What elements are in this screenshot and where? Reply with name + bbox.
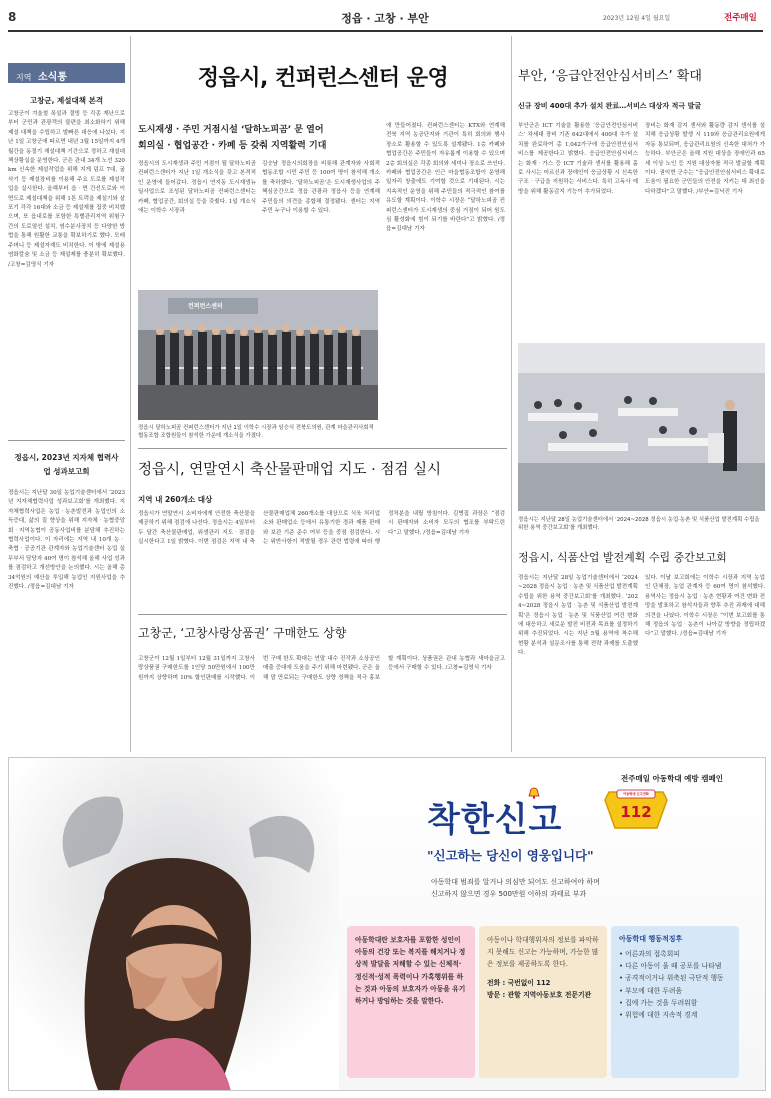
ad-title: 착한신고 bbox=[427, 800, 563, 840]
seminar-photo bbox=[518, 343, 765, 511]
list-item: • 다른 아동이 울 때 공포를 나타냄 bbox=[619, 962, 722, 971]
ad-badge-number: 112 bbox=[620, 803, 652, 821]
buan-photo-caption: 정읍시는 지난달 28일 농업기술센터에서 ‘2024~2028 정읍시 농업‧농촌 및 식품산업 발전계획 수립을 위한 용역 중간보고회’를 개최했다. bbox=[518, 517, 760, 531]
ad-campaign-label: 전주매일 아동학대 예방 캠페인 bbox=[621, 774, 724, 783]
brief-item-1-body: 고창군이 겨울철 폭설과 결빙 등 각종 재난으로부터 군민과 관광객의 불편을 최소화하기 위해 제설 대책을 수립하고 발빠른 대응에 나섰다. 지난 1일 고창군에 따르면 내년 3월 15일까지 4개월간을 동절기 재설대책 기간으로 정하고 재설대책상황실을 운영한다. 군은 관내 34개 노선 320km 신속한 제설작업을 위해 지게 덤프 7대, 굴삭기 등 제설장비를 이용해 주요 도로를 제설작업을 실시한다. 올해부터 읍‧면 간선도로와 이면도로 제설대책을 위해 1톤 트럭을 제설기와 살포기 각각 16대와 소금 등 제설재를 집중 비치했으며, 또 읍내로를 포함한 특별관리지역 위험구간의 도로열선 설치, 염수분사장치 등 다양한 방법을 통해 원활한 교통을 확보하기로 했다. 모래주머니 등 제설자재도 비치한다. 이 밖에 제설용 염화칼슘 및 소금 등 제설제를 충분히 확보했다. /고창=김영식 기자 bbox=[8, 111, 125, 268]
paper-name: 전주매일 bbox=[724, 13, 757, 23]
list-item: • 집에 가는 것을 두려워함 bbox=[619, 998, 698, 1007]
ad-definition-text: 아동학대란 보호자를 포함한 성인이 아동의 건강 또는 복지를 해치거나 정상적 발달을 저해할 수 있는 신체적·정신적·성적 폭력이나 가혹행위를 하는 것과 아동의 보호자가 아동을 유기하거나 방임하는 것을 말한다. bbox=[355, 936, 466, 1006]
food-body-right: 있다. 이날 보고회에는 이학수 시장과 지역 농업인 단체장, 농업 관계자 등 60여 명이 참석했다. 용역사는 정읍시 농업‧농촌 현황과 여건 변화 전망을 발표하고 참석자들과 향후 추진 과제에 대해 의견을 나눴다. 이학수 시장은 “이번 보고회를 통해 정읍의 농업‧농촌이 나아갈 방향을 정립하겠다”고 말했다. /정읍=김대남 기자 bbox=[645, 575, 765, 638]
ad-badge-label: 아동학대 신고전화 bbox=[623, 792, 649, 796]
lead-photo-caption: 정읍시 달하노피곰 컨퍼런스센터가 지난 1일 이학수 시장과 임승식 전북도의원, 관계 마을관리사회적협동조합 조합원들이 참석한 가운데 개소식을 가졌다. bbox=[138, 425, 374, 439]
buan-photo bbox=[518, 343, 765, 511]
ad-campaign bbox=[8, 757, 766, 1091]
news-brief-label bbox=[8, 63, 125, 83]
third-headline: 고창군, ‘고창사랑상품권’ 구매한도 상향 bbox=[138, 626, 347, 640]
second-article-rule bbox=[138, 448, 507, 449]
header-rule bbox=[8, 30, 763, 32]
column-rule-left bbox=[130, 36, 131, 752]
second-subhead: 지역 내 260개소 대상 bbox=[138, 495, 213, 504]
buan-subhead: 신규 장비 400대 추가 설치 완료…서비스 대상자 적극 발굴 bbox=[518, 102, 702, 110]
buan-headline: 부안, ‘응급안전안심서비스’ 확대 bbox=[518, 69, 702, 84]
ad-desc-line-2: 신고하지 않으면 경우 500만원 이하의 과태료 부과 bbox=[431, 890, 587, 898]
ad-signs-list bbox=[619, 948, 731, 1021]
page-number: 8 bbox=[8, 10, 17, 24]
third-body: 고창군이 12월 1일부터 12월 31일까지 고창사랑상품권 구매한도를 1인당 50만원에서 100만원까지 상향하며 10% 할인판매를 시작했다. 이번 구매 한도 확대는 연말 내수 진작과 소상공인 매출 증대에 도움을 주기 위해 마련됐다. 군은 올해 말 만료되는 구매한도 상향 정책을 적극 홍보할 계획이다. 상품권은 관내 농협과 새마을금고 등에서 구매할 수 있다. /고창=김영식 기자 bbox=[138, 656, 505, 681]
list-item: • 위험에 대한 지속적 경계 bbox=[619, 1011, 698, 1020]
food-headline: 정읍시, 식품산업 발전계획 수립 중간보고회 bbox=[518, 551, 727, 564]
section-title: 정읍 · 고창 · 부안 bbox=[341, 12, 429, 25]
ad-112-badge bbox=[601, 786, 671, 836]
ad-signs-title: 아동학대 행동적징후 bbox=[619, 935, 683, 943]
ad-desc-line-1: 아동학대 범죄를 알거나 의심만 되어도 신고하여야 하며 bbox=[431, 878, 600, 886]
ad-report-text: 아동이나 학대행위자의 정보를 파악하지 못해도 신고는 가능하며, 가능한 많은 정보를 제공하도록 한다. bbox=[487, 936, 599, 969]
brief-item-2-title: 정읍시, 2023년 지자체 협력사업 성과보고회 bbox=[14, 453, 119, 476]
ad-slogan: "신고하는 당신이 영웅입니다" bbox=[427, 848, 594, 863]
lead-subhead-2: 회의실 · 협업공간 · 카페 등 갖춰 지역활력 기대 bbox=[138, 141, 327, 151]
lead-photo bbox=[138, 290, 378, 420]
ad-definition-box bbox=[347, 926, 475, 1078]
lead-body-left: 정읍시의 도시재생과 주민 거점이 될 달하노피곰 컨퍼런스센터가 지난 1일 개소식을 갖고 본격적인 운영에 들어갔다. 정읍시 연지동 도시재생뉴딜사업으로 조성된 달하노피곰 컨퍼런스센터는 카페, 협업공간, 회의실 등을 갖췄다. 1일 개소식에는 이학수 시장과 bbox=[138, 161, 256, 215]
child-distress-illustration bbox=[9, 758, 339, 1091]
issue-date: 2023년 12월 4일 월요일 bbox=[603, 15, 671, 22]
ad-report-phone: 전화 : 국번없이 112 bbox=[487, 978, 551, 987]
list-item: • 어른과의 접촉회피 bbox=[619, 950, 680, 958]
lead-headline: 정읍시, 컨퍼런스센터 운영 bbox=[197, 66, 449, 91]
lead-body-middle: 김승남 정읍시의회장을 비롯해 관계자와 사회적협동조합 시민 주민 등 100여 명이 참석해 개소를 축하했다. ‘달하노피곰’은 도시재생사업의 주 핵심공간으로 정읍 관광과 정읍사 등을 연계해 주민들의 의견을 종합해 결정됐다. 센터는 지역 주민 누구나 이용할 수 있다. bbox=[262, 161, 380, 215]
brief-item-1-title: 고창군, 제설대책 본격 bbox=[29, 96, 104, 105]
brief-divider bbox=[8, 440, 125, 441]
buan-body-right: 장비는 화재 감지 센서와 활동량 감지 센서를 설치해 응급상황 발생 시 119와 응급관리요원에게 자동 통보되며, 응급관리요원의 신속한 대처가 가능하다. 부안군은 올해 지원 대상을 장애인과 65세 이상 노인 등 지원 대상자를 적극 발굴할 계획이다. 권익현 군수는 “응급안전안심서비스 확대로 도움이 필요한 군민들의 안전을 지키는 데 최선을 다하겠다”고 말했다. /부안=김낙진 기자 bbox=[645, 123, 765, 195]
photo-sign: 컨퍼런스센터 bbox=[188, 303, 223, 310]
food-body-left: 정읍시는 지난달 28일 농업기술센터에서 ‘2024~2028 정읍시 농업‧농촌 및 식품산업 발전계획 수립을 위한 용역 중간보고회’를 개최했다. ‘2024~2028 정읍시 농업‧농촌 및 식품산업 발전계획’은 정읍시 농업‧농촌 및 식품산업 여건 변화에 대응하고 새로운 발전 비전과 목표를 설정하기 위해 추진되었다. 시는 지난 5월 용역에 착수해 현황 분석과 설문조사를 통해 전략 과제를 도출했다. bbox=[518, 575, 638, 657]
column-rule-center bbox=[511, 36, 512, 752]
ad-report-box bbox=[479, 926, 607, 1078]
news-brief-label-title: 소식통 bbox=[38, 72, 67, 83]
buan-body-left: 부안군은 ICT 기술을 활용한 ‘응급안전안심서비스’ 차세대 장비 기존 642대에서 400대 추가 설치를 완료하여 총 1,042가구에 응급안전안심서비스를 제공한다고 밝혔다. 응급안전안심서비스는 화재‧가스 등 ICT 기술과 센서를 활용해 홀로 사시는 어르신과 장애인이 응급상황 시 신속한 구조‧구급을 지원하는 서비스다. 특히 고독사 예방을 위해 활동감지 기능이 추가되었다. bbox=[518, 123, 638, 195]
lead-subhead-1: 도시재생 · 주민 거점시설 ‘달하노피곰’ 문 열어 bbox=[138, 125, 324, 135]
third-article-rule bbox=[138, 614, 507, 615]
brief-item-2-body: 정읍시는 지난달 30일 농업기술센터에서 ‘2023년 지자체협력사업 성과보고회’를 개최했다. 지자체협력사업은 농업‧농촌발전과 농업인의 소득증대, 삶의 질 향상을 위해 지자체‧농협중앙회‧지역농협이 공동사업비를 분담해 추진하는 협력사업이다. 이 자리에는 지역 내 10개 농‧축협‧공공기관 관계자와 농업기술센터 농업 실무부서 담당자 40여 명이 참석해 올해 사업 성과를 점검하고 개선방안을 논의했다. 시는 올해 총 34억원의 예산을 투입해 농업인 지원사업을 추진했다. /정읍=김대남 기자 bbox=[8, 490, 125, 591]
lead-body-right: 에 만들어졌다. 컨퍼런스센터는 KTX와 연계해 전북 지역 농공단지와 기관이 특히 회의와 행사 장소로 활용할 수 있도록 설계됐다. 1층 카페와 협업공간은 주민들이 자유롭게 이용할 수 있으며 2층 회의실은 각종 회의와 세미나 장소로 쓰인다. 카페와 협업공간은 인근 마을협동조합이 운영해 일자리 창출에도 기여할 것으로 기대된다. 시는 지속적인 운영을 위해 주민들의 적극적인 참여를 유도할 계획이다. 이학수 시장은 “달하노피곰 컨퍼런스센터가 도시재생의 중심 거점이 되어 원도심 활성화에 힘이 되기를 바란다”고 밝혔다. /정읍=김대남 기자 bbox=[386, 123, 505, 233]
ribbon-cutting-photo bbox=[138, 290, 378, 420]
list-item: • 공격적이거나 위축된 극단적 행동 bbox=[619, 974, 724, 983]
list-item: • 부모에 대한 두려움 bbox=[619, 986, 683, 995]
ad-signs-box bbox=[611, 926, 739, 1078]
second-body: 정읍시가 연말연시 소비자에게 안전한 축산물을 제공하기 위해 점검에 나선다. 정읍시는 4일부터 두 달간 축산물판매업, 위생관리 지도‧점검을 실시한다고 1일 밝혔다. 이번 점검은 지역 내 축산물판매업체 260개소를 대상으로 식육 처리업소와 판매업소 등에서 유통기한 경과 제품 판매와 보관 기준 준수 여부 등을 중점 점검한다. 시는 위반사항이 적발될 경우 관련 법령에 따라 행정처분을 내릴 방침이다. 김병집 과장은 “점검 시 판매자와 소비자 모두의 협조를 부탁드린다”고 말했다. /정읍=김대남 기자 bbox=[138, 511, 505, 546]
news-brief-label-prefix: 지역 bbox=[16, 73, 32, 82]
ad-report-visit: 방문 : 관할 지역아동보호 전문기관 bbox=[487, 990, 592, 999]
second-headline: 정읍시, 연말연시 축산물판매업 지도 · 점검 실시 bbox=[138, 462, 442, 478]
